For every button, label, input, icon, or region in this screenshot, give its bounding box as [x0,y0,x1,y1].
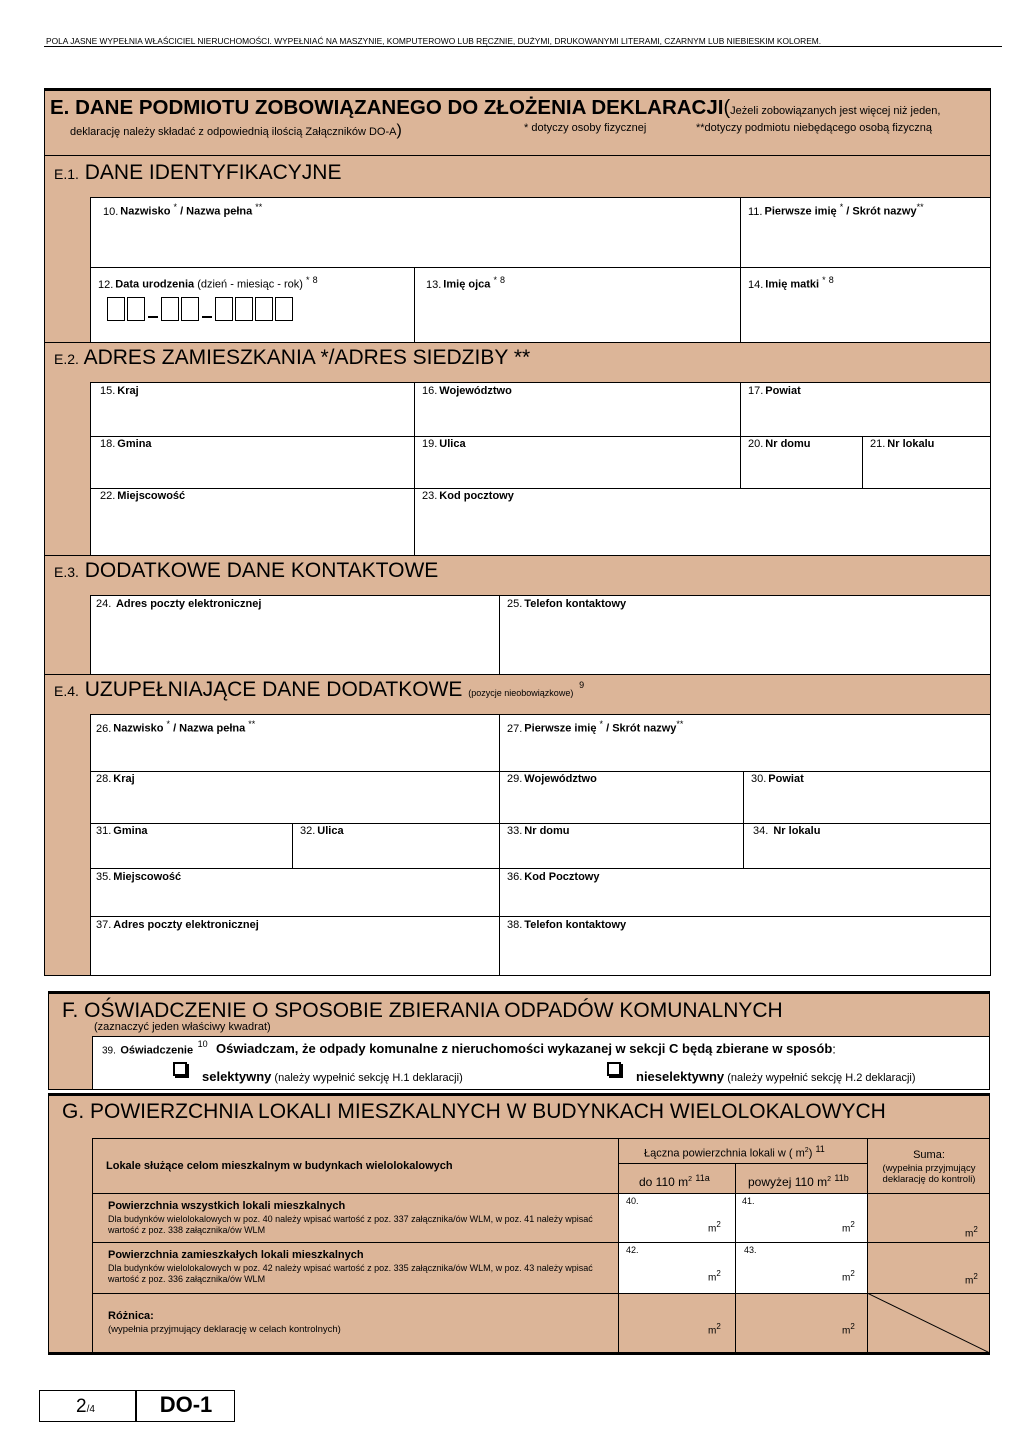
field-16-label: 16. Województwo [422,385,512,397]
unit-m2: $m^2$ [965,1272,978,1287]
section-e-note: Jeżeli zobowiązanych jest więcej niż jeden, [730,105,941,117]
checkbox-selective[interactable] [173,1062,187,1076]
field-17-label: 17. Powiat [748,385,801,397]
year-box[interactable] [215,297,233,321]
paren: ) [396,122,402,139]
field-18-label: 18. Gmina [100,438,152,450]
field-39-label: 39. Oświadczenie $^{10}$ Oświadczam, że odpady komunalne z nieruchomości wykazanej w sekcji C będą zbierane w sposób: [102,1039,836,1057]
field-13-label: 13. Imię ojca * $^8$ [426,275,506,291]
row-all-premises-note: Dla budynków wielolokalowych w poz. 40 należy wpisać wartość z poz. 337 załącznika/ów WLM, w poz. 41 należy wpisać wartość z poz. 338 załącznika/ów WLM [108,1214,593,1235]
divider [44,674,991,675]
field-41[interactable] [736,1194,867,1242]
date-of-birth-boxes[interactable] [107,297,295,326]
row-all-premises-title: Powierzchnia wszystkich lokali mieszkalnych [108,1200,346,1212]
crossed-out-cell [867,1293,990,1353]
section-e-title: E. DANE PODMIOTU ZOBOWIĄZANEGO DO ZŁOŻENIA DEKLARACJI [50,96,724,119]
field-26-label: 26. Nazwisko * / Nazwa pełna ** [96,719,256,735]
field-29-label: 29. Województwo [507,773,597,785]
year-box[interactable] [275,297,293,321]
e3-heading: E.3. DODATKOWE DANE KONTAKTOWE [54,559,439,582]
field-43-label: 43. [744,1245,757,1255]
section-f-subtitle: (zaznaczyć jeden właściwy kwadrat) [94,1021,271,1033]
unit-m2: $m^2$ [708,1220,721,1235]
divider [44,88,991,90]
field-23-label: 23. Kod pocztowy [422,490,514,502]
col-head-over-110: powyżej 110 $m^2$ $^{11b}$ [748,1173,849,1189]
month-box[interactable] [161,297,179,321]
row-difference-note: (wypełnia przyjmujący deklarację w celach kontrolnych) [108,1324,341,1335]
e1-title: DANE IDENTYFIKACYJNE [84,161,342,184]
option-selective[interactable]: selektywny (należy wypełnić sekcję H.1 deklaracji) [202,1069,463,1084]
day-box[interactable] [107,297,125,321]
field-33-label: 33. Nr domu [507,825,570,837]
divider [618,1163,867,1164]
field-14-label: 14. Imię matki * $^8$ [748,275,834,291]
date-separator [148,316,158,318]
field-35-label: 35. Miejscowość [96,871,182,883]
field-31-label: 31. Gmina [96,825,148,837]
field-34-label: 34. Nr lokalu [753,825,821,837]
field-25-label: 25. Telefon kontaktowy [507,598,627,610]
section-f-title: F. OŚWIADCZENIE O SPOSOBIE ZBIERANIA ODPADÓW KOMUNALNYCH [62,999,783,1022]
field-22-label: 22. Miejscowość [100,490,186,502]
field-30-label: 30. Powiat [751,773,804,785]
divider [44,46,1002,47]
field-15[interactable] [90,382,415,437]
row-inhabited-premises-title: Powierzchnia zamieszkałych lokali mieszkalnych [108,1249,364,1261]
col-head-up-to-110: do 110 $m^2$ $^{11a}$ [639,1173,710,1189]
field-36-label: 36. Kod Pocztowy [507,871,600,883]
col-head-total-area: Łączna powierzchnia lokali w ( $m^2$) $^{11}$ [644,1144,825,1160]
col-head-sum-note: (wypełnia przyjmujący deklarację do kontroli) [882,1163,976,1185]
e1-prefix: E.1. [54,166,79,182]
field-32-label: 32. Ulica [300,825,344,837]
field-28-label: 28. Kraj [96,773,135,785]
unit-m2: $m^2$ [842,1322,855,1337]
field-40-label: 40. [626,1196,639,1206]
field-12-label: 12. Data urodzenia (dzień - miesiąc - rok) * $^8$ [98,275,318,291]
star-note: * dotyczy osoby fizycznej [524,122,647,134]
field-21-label: 21. Nr lokalu [870,438,935,450]
field-19-label: 19. Ulica [422,438,466,450]
section-g-title: G. POWIERZCHNIA LOKALI MIESZKALNYCH W BUDYNKACH WIELOLOKALOWYCH [62,1100,886,1123]
row-difference-title: Różnica: [108,1310,154,1322]
paren: ( [723,97,731,119]
e4-heading: E.4. UZUPEŁNIAJĄCE DANE DODATKOWE (pozycje nieobowiązkowe) $^9$ [54,678,585,701]
statement: Oświadczam, że odpady komunalne z nieruchomości wykazanej w sekcji C będą zbierane w sposób [216,1041,833,1057]
field-28[interactable] [90,771,500,824]
form-code: DO-1 [159,1392,213,1417]
field-15-label: 15. Kraj [100,385,139,397]
divider [92,1293,990,1294]
field-37-label: 37. Adres poczty elektronicznej [96,919,259,931]
day-box[interactable] [127,297,145,321]
unit-m2: $m^2$ [708,1269,721,1284]
field-41-label: 41. [742,1196,755,1206]
divider [44,342,991,343]
year-box[interactable] [235,297,253,321]
col-head-sum: Suma: [913,1149,945,1161]
field-20-label: 20. Nr domu [748,438,811,450]
date-separator [202,316,212,318]
page-number: 2/4 [76,1396,95,1417]
field-42-label: 42. [626,1245,639,1255]
month-box[interactable] [181,297,199,321]
divider [44,555,991,556]
divider [44,155,991,156]
year-box[interactable] [255,297,273,321]
row-inhabited-premises-note: Dla budynków wielolokalowych w poz. 42 należy wpisać wartość z poz. 335 załącznika/ów WLM, w poz. 43 należy wpisać wartość z poz. 336 załącznika/ów WLM [108,1263,593,1284]
option-non-selective[interactable]: nieselektywny (należy wypełnić sekcję H.2 deklaracji) [636,1069,916,1084]
double-star-note: **dotyczy podmiotu niebędącego osobą fizyczną [696,122,933,134]
unit-m2: $m^2$ [708,1322,721,1337]
e2-heading: E.2. ADRES ZAMIESZKANIA */ADRES SIEDZIBY ** [54,346,531,369]
section-e-header [50,96,940,120]
checkbox-non-selective[interactable] [607,1062,621,1076]
unit-m2: $m^2$ [842,1269,855,1284]
field-27-label: 27. Pierwsze imię * / Skrót nazwy** [507,719,684,735]
field-11-label: 11. Pierwsze imię * / Skrót nazwy** [748,202,924,218]
field-24-label: 24. Adres poczty elektronicznej [96,598,262,610]
section-e-note-line2 [70,122,402,140]
unit-m2: $m^2$ [965,1225,978,1240]
top-note: POLA JASNE WYPEŁNIA WŁAŚCICIEL NIERUCHOMOŚCI. WYPEŁNIAĆ NA MASZYNIE, KOMPUTEROWO LUB RĘCZNIE, DUŻYMI, DRUKOWANYMI LITERAMI, CZARNYM LUB NIEBIESKIM KOLOREM. [46,36,822,46]
e1-heading [54,161,341,185]
col-head-premises: Lokale służące celom mieszkalnym w budynkach wielolokalowych [106,1160,453,1172]
unit-m2: $m^2$ [842,1220,855,1235]
section-e-note2: deklarację należy składać z odpowiednią ilością Załączników DO-A [70,126,397,138]
field-38-label: 38. Telefon kontaktowy [507,919,627,931]
field-10-label: 10. Nazwisko * / Nazwa pełna ** [103,202,263,218]
